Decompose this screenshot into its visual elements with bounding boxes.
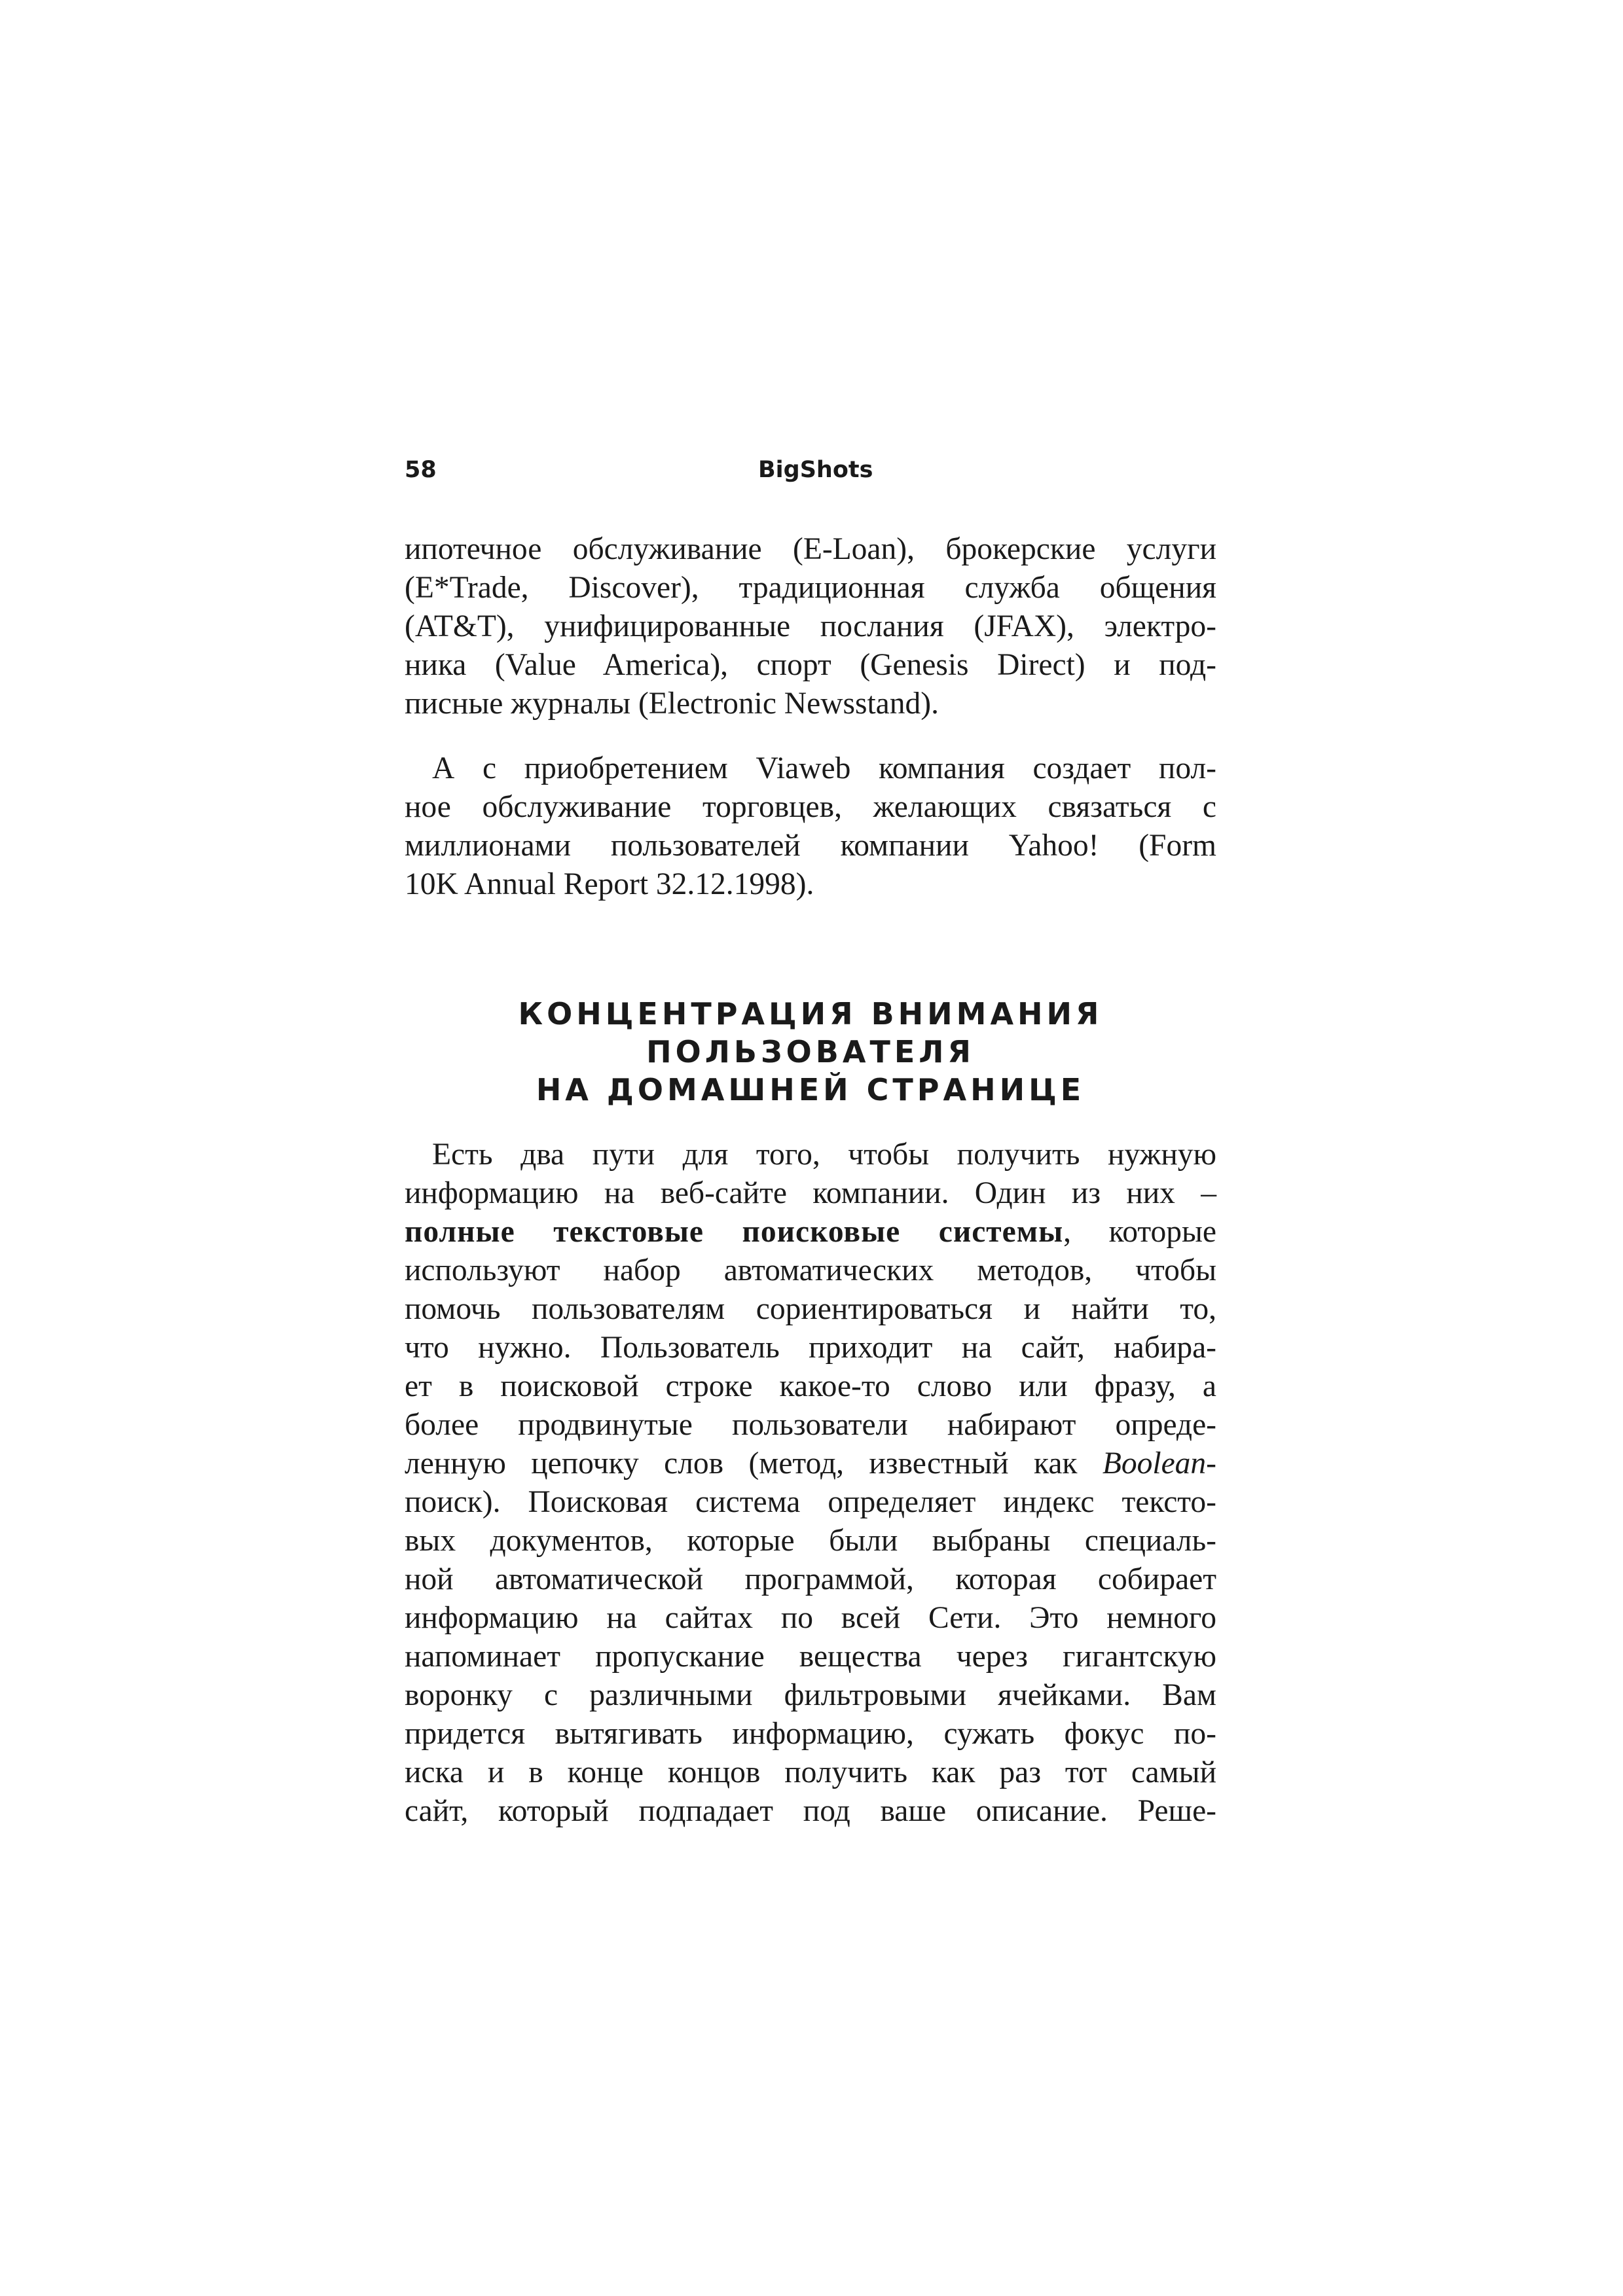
text-line: миллионами пользователей компании Yahoo! (Form <box>405 829 1216 863</box>
text-line: ное обслуживание торговцев, желающих связаться с <box>405 790 1216 824</box>
section-heading-line: КОНЦЕНТРАЦИЯ ВНИМАНИЯ <box>518 996 1103 1031</box>
paragraph-3 <box>405 1136 1216 1831</box>
text-line: 10K Annual Report 32.12.1998). <box>405 867 814 901</box>
text-line: более продвинутые пользователи набирают опреде- <box>405 1408 1216 1442</box>
text-line: ной автоматической программой, которая собирает <box>405 1562 1216 1596</box>
paragraph-2 <box>405 749 1216 904</box>
text-fragment: ленную цепочку слов (метод, известный как <box>405 1446 1103 1480</box>
text-line <box>405 1444 1216 1483</box>
section-heading <box>405 995 1216 1109</box>
text-line: сайт, который подпадает под ваше описание. Реше- <box>405 1794 1216 1828</box>
page-number: 58 <box>405 457 437 483</box>
text-line: писные журналы (Electronic Newsstand). <box>405 687 939 721</box>
text-line: А с приобретением Viaweb компания создает пол- <box>432 751 1216 785</box>
page-header <box>405 457 1216 490</box>
text-fragment: , которые <box>1063 1215 1217 1249</box>
text-line: ипотечное обслуживание (E-Loan), брокерские услуги <box>405 532 1216 566</box>
text-line: (E*Trade, Discover), традиционная служба общения <box>405 571 1216 605</box>
text-line: (AT&T), унифицированные послания (JFAX), электро- <box>405 609 1216 643</box>
text-line: информацию на сайтах по всей Сети. Это немного <box>405 1601 1216 1635</box>
section-heading-line: ПОЛЬЗОВАТЕЛЯ <box>646 1034 975 1069</box>
text-line <box>405 1213 1216 1251</box>
text-line: напоминает пропускание вещества через гигантскую <box>405 1640 1216 1674</box>
paragraph-1 <box>405 530 1216 723</box>
text-line: информацию на веб-сайте компании. Один из них – <box>405 1176 1216 1210</box>
italic-term: Boolean- <box>1102 1446 1216 1480</box>
text-line: вых документов, которые были выбраны специаль- <box>405 1524 1216 1558</box>
text-line: ника (Value America), спорт (Genesis Direct) и под- <box>405 648 1216 682</box>
section-heading-line: НА ДОМАШНЕЙ СТРАНИЦЕ <box>536 1072 1085 1107</box>
bold-term: полные текстовые поисковые системы <box>405 1215 1064 1249</box>
text-line: воронку с различными фильтровыми ячейками. Вам <box>405 1678 1216 1712</box>
text-line: иска и в конце концов получить как раз тот самый <box>405 1755 1216 1789</box>
text-line: помочь пользователям сориентироваться и найти то, <box>405 1292 1216 1326</box>
text-line: используют набор автоматических методов, чтобы <box>405 1253 1216 1287</box>
running-title: BigShots <box>758 457 873 483</box>
text-line: придется вытягивать информацию, сужать фокус по- <box>405 1717 1216 1751</box>
text-line: что нужно. Пользователь приходит на сайт, набира- <box>405 1331 1216 1365</box>
text-line: ет в поисковой строке какое-то слово или фразу, а <box>405 1369 1216 1403</box>
text-line: Есть два пути для того, чтобы получить нужную <box>432 1138 1216 1172</box>
text-line: поиск). Поисковая система определяет индекс тексто- <box>405 1485 1216 1519</box>
